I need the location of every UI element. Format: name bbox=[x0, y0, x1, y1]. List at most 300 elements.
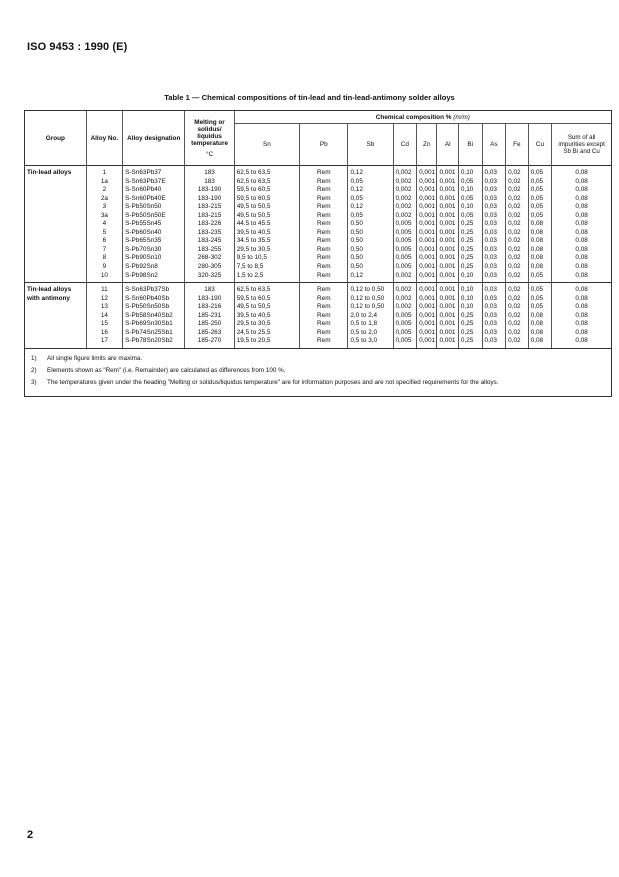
cell-fe: 0,02 bbox=[506, 272, 529, 283]
cell-temp: 185-263 bbox=[185, 329, 234, 338]
cell-designation: S-Pb69Sn30Sb1 bbox=[123, 320, 185, 329]
cell-no: 12 bbox=[86, 295, 122, 304]
cell-al: 0,001 bbox=[437, 254, 458, 263]
cell-as: 0,03 bbox=[482, 312, 506, 321]
cell-cd: 0,005 bbox=[393, 329, 417, 338]
cell-pb: Rem bbox=[300, 237, 348, 246]
col-cd: Cd bbox=[393, 124, 417, 166]
cell-temp: 320-325 bbox=[185, 272, 234, 283]
cell-sb: 0,12 bbox=[348, 166, 393, 178]
col-zn: Zn bbox=[417, 124, 437, 166]
cell-pb: Rem bbox=[300, 246, 348, 255]
cell-sum: 0,08 bbox=[552, 229, 611, 238]
cell-cd: 0,002 bbox=[393, 186, 417, 195]
cell-temp: 183-226 bbox=[185, 220, 234, 229]
cell-cd: 0,002 bbox=[393, 283, 417, 295]
cell-sb: 0,12 bbox=[348, 272, 393, 283]
cell-as: 0,03 bbox=[482, 329, 506, 338]
cell-temp: 185-231 bbox=[185, 312, 234, 321]
table-row bbox=[25, 272, 611, 283]
cell-temp: 183 bbox=[185, 178, 234, 187]
cell-sb: 0,12 to 0,50 bbox=[348, 283, 393, 295]
col-bi: Bi bbox=[458, 124, 482, 166]
cell-no: 17 bbox=[86, 337, 122, 348]
col-alloy-no: Alloy No. bbox=[86, 111, 122, 166]
cell-bi: 0,25 bbox=[458, 254, 482, 263]
cell-zn: 0,001 bbox=[417, 186, 437, 195]
mass-fraction-unit: (m/m) bbox=[453, 113, 470, 121]
cell-as: 0,03 bbox=[482, 195, 506, 204]
cell-cu: 0,05 bbox=[528, 203, 552, 212]
cell-sn: 49,5 to 50,5 bbox=[234, 303, 299, 312]
cell-bi: 0,10 bbox=[458, 283, 482, 295]
cell-no: 2 bbox=[86, 186, 122, 195]
table-row bbox=[25, 220, 611, 229]
cell-bi: 0.25 bbox=[458, 237, 482, 246]
table-row bbox=[25, 246, 611, 255]
cell-no: 9 bbox=[86, 263, 122, 272]
cell-cd: 0,005 bbox=[393, 229, 417, 238]
cell-cu: 0,08 bbox=[528, 220, 552, 229]
table-row bbox=[25, 186, 611, 195]
col-group: Group bbox=[45, 134, 65, 142]
table-row bbox=[25, 320, 611, 329]
table-row bbox=[25, 166, 611, 178]
cell-sn: 62,5 to 63,5 bbox=[234, 283, 299, 295]
cell-sum: 0,08 bbox=[552, 212, 611, 221]
col-melting-temp bbox=[185, 111, 234, 166]
cell-sum: 0,08 bbox=[552, 283, 611, 295]
cell-pb: Rem bbox=[300, 272, 348, 283]
cell-fe: 0,02 bbox=[506, 303, 529, 312]
cell-temp: 183 bbox=[185, 166, 234, 178]
group-label: Tin-lead alloys with antimony bbox=[27, 286, 72, 302]
cell-sn: 59,5 to 60,5 bbox=[234, 186, 299, 195]
cell-zn: 0,001 bbox=[417, 220, 437, 229]
cell-al: 0.001 bbox=[437, 237, 458, 246]
cell-pb: Rem bbox=[300, 229, 348, 238]
cell-cd: 0,002 bbox=[393, 303, 417, 312]
cell-cd: 0,005 bbox=[393, 246, 417, 255]
cell-as: 0,03 bbox=[482, 303, 506, 312]
cell-fe: 0,02 bbox=[506, 329, 529, 338]
cell-zn: 0,001 bbox=[417, 295, 437, 304]
cell-al: 0,001 bbox=[437, 329, 458, 338]
cell-as: 0,03 bbox=[482, 254, 506, 263]
cell-designation: S-Sn60Pb40E bbox=[123, 195, 185, 204]
cell-sb: 0,12 to 0,50 bbox=[348, 303, 393, 312]
cell-no: 10 bbox=[86, 272, 122, 283]
cell-al: 0,001 bbox=[437, 337, 458, 348]
cell-zn: 0,001 bbox=[417, 329, 437, 338]
cell-cu: 0.08 bbox=[528, 237, 552, 246]
cell-no: 15 bbox=[86, 320, 122, 329]
cell-cu: 0,05 bbox=[528, 212, 552, 221]
cell-zn: 0,001 bbox=[417, 178, 437, 187]
cell-no: 6 bbox=[86, 237, 122, 246]
cell-no: 14 bbox=[86, 312, 122, 321]
cell-zn: 0,001 bbox=[417, 203, 437, 212]
cell-designation: S-Sn63Pb37E bbox=[123, 178, 185, 187]
cell-as: 0,03 bbox=[482, 229, 506, 238]
cell-bi: 0,25 bbox=[458, 320, 482, 329]
cell-fe: 0,02 bbox=[506, 186, 529, 195]
cell-cu: 0,08 bbox=[528, 329, 552, 338]
col-sum-impurities: Sum of all impurities except Sb Bi and Cu bbox=[552, 124, 611, 166]
cell-sb: 0.50 bbox=[348, 220, 393, 229]
cell-cu: 0,08 bbox=[528, 337, 552, 348]
cell-sum: 0,08 bbox=[552, 320, 611, 329]
cell-sn: 62,5 to 63,5 bbox=[234, 178, 299, 187]
cell-as: 0,03 bbox=[482, 166, 506, 178]
cell-cd: 0,005 bbox=[393, 263, 417, 272]
cell-bi: 0,10 bbox=[458, 203, 482, 212]
cell-designation: S-Pb60Sn40 bbox=[123, 229, 185, 238]
cell-cu: 0,08 bbox=[528, 229, 552, 238]
col-designation: Alloy designation bbox=[123, 111, 185, 166]
cell-al: 0,001 bbox=[437, 186, 458, 195]
cell-sb: 0,5 to 2,0 bbox=[348, 329, 393, 338]
group-label: Tin-lead alloys bbox=[27, 169, 72, 176]
cell-cd: 0,002 bbox=[393, 195, 417, 204]
cell-pb: Rem bbox=[300, 263, 348, 272]
cell-sn: 59,5 to 60,5 bbox=[234, 195, 299, 204]
cell-as: 0,03 bbox=[482, 186, 506, 195]
cell-pb: Rem bbox=[300, 220, 348, 229]
cell-cd: 0,002 bbox=[393, 166, 417, 178]
cell-sum: 0,08 bbox=[552, 295, 611, 304]
cell-cu: 0,05 bbox=[528, 186, 552, 195]
col-al: Al bbox=[437, 124, 458, 166]
cell-no: 1 bbox=[86, 166, 122, 178]
cell-al: 0,001 bbox=[437, 312, 458, 321]
cell-bi: 0,25 bbox=[458, 337, 482, 348]
cell-sum: 0,08 bbox=[552, 178, 611, 187]
cell-sum: 0,08 bbox=[552, 263, 611, 272]
table-row bbox=[25, 283, 611, 295]
table-row bbox=[25, 263, 611, 272]
cell-sb: 0.50 bbox=[348, 237, 393, 246]
cell-designation: S-Pb78Sn20Sb2 bbox=[123, 337, 185, 348]
cell-as: 0,03 bbox=[482, 178, 506, 187]
cell-no: 3a bbox=[86, 212, 122, 221]
cell-cu: 0,08 bbox=[528, 320, 552, 329]
cell-bi: 0,05 bbox=[458, 178, 482, 187]
cell-as: 0,03 bbox=[482, 203, 506, 212]
cell-designation: S-Sn63Pb37Sb bbox=[123, 283, 185, 295]
cell-sb: 0,5 to 1,8 bbox=[348, 320, 393, 329]
composition-table bbox=[25, 111, 611, 348]
cell-pb: Rem bbox=[300, 303, 348, 312]
cell-cd: 0,005 bbox=[393, 220, 417, 229]
table-row bbox=[25, 237, 611, 246]
cell-temp: 183-215 bbox=[185, 212, 234, 221]
cell-fe: 0,02 bbox=[506, 203, 529, 212]
cell-al: 0,001 bbox=[437, 272, 458, 283]
cell-temp: 183 bbox=[185, 283, 234, 295]
table-row bbox=[25, 212, 611, 221]
cell-cu: 0,05 bbox=[528, 166, 552, 178]
table-row bbox=[25, 254, 611, 263]
cell-al: 0,001 bbox=[437, 166, 458, 178]
cell-cu: 0,05 bbox=[528, 272, 552, 283]
note-1: 1) All single figure limits are maxima. bbox=[31, 354, 143, 362]
cell-pb: Rem bbox=[300, 337, 348, 348]
cell-temp: 183-245 bbox=[185, 237, 234, 246]
cell-sb: 0,50 bbox=[348, 263, 393, 272]
cell-sb: 0,50 bbox=[348, 229, 393, 238]
standard-header: ISO 9453 : 1990 (E) bbox=[27, 41, 128, 53]
col-chemical-composition: Chemical composition % (m/m) bbox=[234, 111, 611, 124]
cell-pb: Rem bbox=[300, 178, 348, 187]
cell-sb: 0,50 bbox=[348, 246, 393, 255]
cell-designation: S-Pb50Sn50 bbox=[123, 203, 185, 212]
cell-designation: S-Pb90Sn10 bbox=[123, 254, 185, 263]
col-as: As bbox=[482, 124, 506, 166]
col-sn: Sn bbox=[234, 124, 299, 166]
cell-no: 7 bbox=[86, 246, 122, 255]
cell-cd: 0,005 bbox=[393, 312, 417, 321]
table-row bbox=[25, 229, 611, 238]
cell-fe: 0,02 bbox=[506, 263, 529, 272]
cell-zn: 0,001 bbox=[417, 229, 437, 238]
cell-sum: 0,08 bbox=[552, 195, 611, 204]
cell-bi: 0,05 bbox=[458, 212, 482, 221]
table-row bbox=[25, 178, 611, 187]
cell-fe: 0,02 bbox=[506, 337, 529, 348]
cell-sum: 0,08 bbox=[552, 220, 611, 229]
cell-sum: 0.08 bbox=[552, 237, 611, 246]
cell-fe: 0.02 bbox=[506, 237, 529, 246]
cell-sum: 0,08 bbox=[552, 337, 611, 348]
cell-bi: 0,25 bbox=[458, 329, 482, 338]
cell-as: 0,03 bbox=[482, 212, 506, 221]
cell-as: 0,03 bbox=[482, 272, 506, 283]
cell-designation: S-Pb58Sn40Sb2 bbox=[123, 312, 185, 321]
cell-sb: 0,05 bbox=[348, 212, 393, 221]
cell-cu: 0,08 bbox=[528, 254, 552, 263]
cell-al: 0,001 bbox=[437, 263, 458, 272]
cell-fe: 0,02 bbox=[506, 212, 529, 221]
cell-zn: 0,001 bbox=[417, 303, 437, 312]
cell-sum: 0,08 bbox=[552, 203, 611, 212]
cell-zn: 0,001 bbox=[417, 246, 437, 255]
table-row bbox=[25, 337, 611, 348]
cell-temp: 183-190 bbox=[185, 186, 234, 195]
table-row bbox=[25, 329, 611, 338]
cell-zn: 0,001 bbox=[417, 283, 437, 295]
cell-sb: 0,12 to 0,50 bbox=[348, 295, 393, 304]
cell-al: 0,001 bbox=[437, 246, 458, 255]
cell-designation: S-Sn60Pb40Sb bbox=[123, 295, 185, 304]
cell-no: 1a bbox=[86, 178, 122, 187]
cell-al: 0,001 bbox=[437, 303, 458, 312]
cell-sum: 0,08 bbox=[552, 246, 611, 255]
cell-cd: 0,005 bbox=[393, 320, 417, 329]
cell-designation: S-Pb74Sn25Sb1 bbox=[123, 329, 185, 338]
cell-sn: 24,5 to 25,5 bbox=[234, 329, 299, 338]
cell-pb: Rem bbox=[300, 320, 348, 329]
cell-temp: 183-235 bbox=[185, 229, 234, 238]
cell-fe: 0,02 bbox=[506, 195, 529, 204]
table-notes bbox=[25, 348, 611, 396]
cell-bi: 0,10 bbox=[458, 272, 482, 283]
cell-al: 0,001 bbox=[437, 195, 458, 204]
cell-sum: 0,08 bbox=[552, 166, 611, 178]
cell-sum: 0,08 bbox=[552, 329, 611, 338]
cell-sn: 34.5 to 35.5 bbox=[234, 237, 299, 246]
cell-fe: 0,02 bbox=[506, 295, 529, 304]
cell-al: 0,001 bbox=[437, 320, 458, 329]
cell-sn: 39,5 to 40,5 bbox=[234, 312, 299, 321]
cell-sum: 0,08 bbox=[552, 312, 611, 321]
cell-cu: 0,05 bbox=[528, 303, 552, 312]
cell-sum: 0,08 bbox=[552, 254, 611, 263]
cell-designation: S-Pb50Sn50E bbox=[123, 212, 185, 221]
cell-as: 0,03 bbox=[482, 246, 506, 255]
cell-cd: 0,005 bbox=[393, 237, 417, 246]
cell-no: 4 bbox=[86, 220, 122, 229]
cell-designation: S-Pb98Sn2 bbox=[123, 272, 185, 283]
cell-cd: 0,005 bbox=[393, 337, 417, 348]
cell-bi: 0,25 bbox=[458, 246, 482, 255]
cell-sb: 2,0 to 2,4 bbox=[348, 312, 393, 321]
cell-no: 13 bbox=[86, 303, 122, 312]
col-pb: Pb bbox=[300, 124, 348, 166]
cell-as: 0,03 bbox=[482, 295, 506, 304]
cell-as: 0,03 bbox=[482, 263, 506, 272]
cell-pb: Rem bbox=[300, 203, 348, 212]
cell-fe: 0,02 bbox=[506, 312, 529, 321]
cell-sb: 0,05 bbox=[348, 178, 393, 187]
cell-no: 5 bbox=[86, 229, 122, 238]
melting-unit: °C bbox=[205, 150, 214, 158]
cell-sb: 0,05 bbox=[348, 195, 393, 204]
cell-cd: 0,005 bbox=[393, 254, 417, 263]
cell-sn: 19,5 to 20,5 bbox=[234, 337, 299, 348]
cell-as: 0,03 bbox=[482, 337, 506, 348]
cell-zn: 0,001 bbox=[417, 254, 437, 263]
cell-al: 0,001 bbox=[437, 212, 458, 221]
cell-temp: 183-190 bbox=[185, 195, 234, 204]
cell-sum: 0,08 bbox=[552, 303, 611, 312]
cell-as: 0,03 bbox=[482, 320, 506, 329]
cell-no: 11 bbox=[86, 283, 122, 295]
cell-al: 0,001 bbox=[437, 203, 458, 212]
table-title: Table 1 — Chemical compositions of tin-lead and tin-lead-antimony solder alloys bbox=[164, 93, 455, 102]
cell-bi: 0,25 bbox=[458, 220, 482, 229]
cell-as: 0,03 bbox=[482, 283, 506, 295]
cell-sn: 1,5 to 2,5 bbox=[234, 272, 299, 283]
table-row bbox=[25, 195, 611, 204]
cell-pb: Rem bbox=[300, 212, 348, 221]
cell-cd: 0,002 bbox=[393, 272, 417, 283]
col-cu: Cu bbox=[528, 124, 552, 166]
group-tin-lead bbox=[25, 166, 611, 283]
cell-cu: 0,08 bbox=[528, 263, 552, 272]
cell-no: 2a bbox=[86, 195, 122, 204]
cell-sn: 62,5 to 63,5 bbox=[234, 166, 299, 178]
cell-sb: 0,5 to 3,0 bbox=[348, 337, 393, 348]
cell-bi: 0,10 bbox=[458, 166, 482, 178]
cell-al: 0,001 bbox=[437, 178, 458, 187]
table-row bbox=[25, 312, 611, 321]
cell-temp: 185-250 bbox=[185, 320, 234, 329]
cell-al: 0,001 bbox=[437, 295, 458, 304]
cell-no: 8 bbox=[86, 254, 122, 263]
cell-bi: 0,25 bbox=[458, 229, 482, 238]
cell-sn: 29,5 to 30,5 bbox=[234, 246, 299, 255]
cell-fe: 0,02 bbox=[506, 178, 529, 187]
cell-as: 0.03 bbox=[482, 237, 506, 246]
cell-zn: 0,001 bbox=[417, 166, 437, 178]
cell-zn: 0,001 bbox=[417, 337, 437, 348]
cell-cd: 0,002 bbox=[393, 203, 417, 212]
cell-al: 0,001 bbox=[437, 283, 458, 295]
cell-sn: 9,5 to 10,5 bbox=[234, 254, 299, 263]
cell-sn: 29,5 to 30,5 bbox=[234, 320, 299, 329]
cell-sb: 0,12 bbox=[348, 203, 393, 212]
cell-designation: S-Pb50Sn50Sb bbox=[123, 303, 185, 312]
table-row bbox=[25, 203, 611, 212]
cell-as: 0,03 bbox=[482, 220, 506, 229]
cell-zn: 0,001 bbox=[417, 263, 437, 272]
cell-sn: 59,5 to 60,5 bbox=[234, 295, 299, 304]
cell-sum: 0,08 bbox=[552, 186, 611, 195]
cell-al: 0,001 bbox=[437, 229, 458, 238]
table-row bbox=[25, 303, 611, 312]
table-row bbox=[25, 295, 611, 304]
cell-fe: 0,02 bbox=[506, 166, 529, 178]
cell-temp: 185-270 bbox=[185, 337, 234, 348]
cell-no: 16 bbox=[86, 329, 122, 338]
cell-designation: S-Pb92Sn8 bbox=[123, 263, 185, 272]
cell-temp: 268-302 bbox=[185, 254, 234, 263]
cell-fe: 0,02 bbox=[506, 229, 529, 238]
cell-pb: Rem bbox=[300, 254, 348, 263]
cell-fe: 0,02 bbox=[506, 283, 529, 295]
cell-temp: 183-216 bbox=[185, 303, 234, 312]
cell-cu: 0,08 bbox=[528, 312, 552, 321]
cell-temp: 183-255 bbox=[185, 246, 234, 255]
cell-fe: 0,02 bbox=[506, 220, 529, 229]
cell-designation: S-Sn60Pb40 bbox=[123, 186, 185, 195]
cell-sn: 7,5 to 8,5 bbox=[234, 263, 299, 272]
cell-fe: 0,02 bbox=[506, 246, 529, 255]
cell-zn: 0,001 bbox=[417, 312, 437, 321]
note-3: 3) The temperatures given under the heading "Melting or solidus/liquidus temperature" are for information purposes and are not specified requirements for the alloys. bbox=[31, 378, 499, 386]
cell-designation: S-Sn63Pb37 bbox=[123, 166, 185, 178]
cell-zn: 0.001 bbox=[417, 237, 437, 246]
cell-bi: 0,10 bbox=[458, 303, 482, 312]
col-fe: Fe bbox=[506, 124, 529, 166]
cell-temp: 280-305 bbox=[185, 263, 234, 272]
cell-fe: 0,02 bbox=[506, 254, 529, 263]
cell-cd: 0,002 bbox=[393, 212, 417, 221]
cell-zn: 0,001 bbox=[417, 272, 437, 283]
cell-bi: 0,25 bbox=[458, 312, 482, 321]
group-tin-lead-antimony bbox=[25, 283, 611, 348]
cell-zn: 0,001 bbox=[417, 195, 437, 204]
cell-designation: S-Pb55Sn45 bbox=[123, 220, 185, 229]
cell-bi: 0,10 bbox=[458, 186, 482, 195]
cell-pb: Rem bbox=[300, 166, 348, 178]
cell-cd: 0,002 bbox=[393, 178, 417, 187]
cell-sn: 44.5 to 45.5 bbox=[234, 220, 299, 229]
cell-sn: 39,5 to 40,5 bbox=[234, 229, 299, 238]
cell-cu: 0,05 bbox=[528, 195, 552, 204]
cell-sum: 0,08 bbox=[552, 272, 611, 283]
